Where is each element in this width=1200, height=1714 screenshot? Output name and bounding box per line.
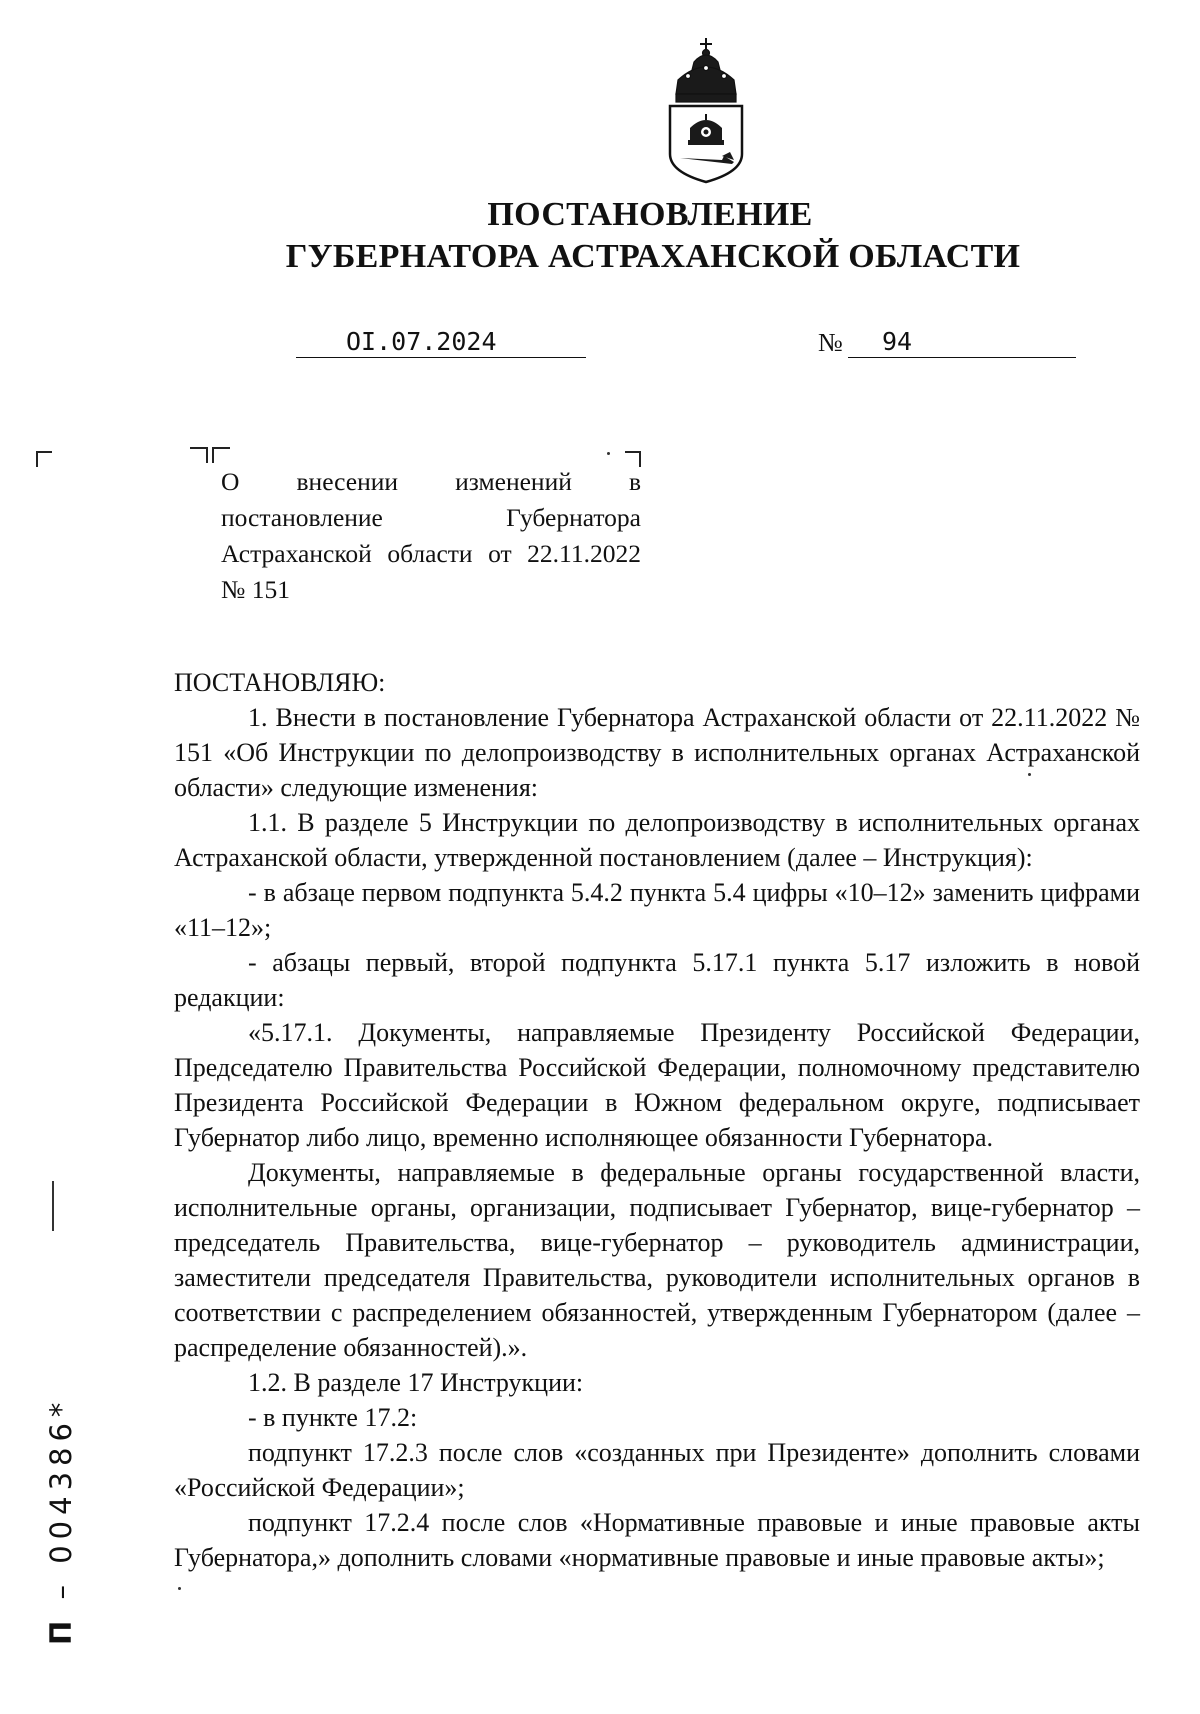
scan-speck bbox=[607, 452, 610, 455]
corner-mark-subject-left-b bbox=[212, 447, 230, 463]
document-title: ПОСТАНОВЛЕНИЕ bbox=[487, 196, 813, 233]
body-paragraph: - в абзаце первом подпункта 5.4.2 пункта 5.4 цифры «10–12» заменить цифрами «11–12»; bbox=[174, 878, 1140, 942]
body-paragraph: 1.2. В разделе 17 Инструкции: bbox=[248, 1368, 584, 1397]
corner-mark-subject-left-a bbox=[190, 447, 208, 463]
body-paragraph: ПОСТАНОВЛЯЮ: bbox=[174, 668, 386, 697]
coat-of-arms-emblem bbox=[664, 36, 748, 186]
issuing-authority: ГУБЕРНАТОРА АСТРАХАНСКОЙ ОБЛАСТИ bbox=[285, 238, 1021, 275]
corner-mark-left bbox=[36, 451, 52, 467]
number-label: № bbox=[818, 328, 843, 357]
document-date: OI.07.2024 bbox=[296, 326, 586, 358]
document-subject: О внесении изменений в постановление Губернатора Астраханской области от 22.11.2022 № 151 bbox=[221, 467, 641, 604]
body-paragraph: Документы, направляемые в федеральные органы государственной власти, исполнительные органы, организации, подписывает Губернатор, вице-губернатор – председатель Правительства, вице-губернатор – руководитель администрации, заместители председателя Правительства, руководители исполнительных органов в соответствии с распределением обязанностей, утвержденным Губернатором (далее – распределение обязанностей).». bbox=[174, 1158, 1140, 1362]
margin-mark bbox=[52, 1181, 54, 1231]
stamp-prefix: П bbox=[44, 1614, 78, 1645]
scan-speck bbox=[178, 1587, 181, 1590]
document-number: 94 bbox=[848, 326, 1076, 358]
body-paragraph: - в пункте 17.2: bbox=[248, 1403, 418, 1432]
body-paragraph: - абзацы первый, второй подпункта 5.17.1 пункта 5.17 изложить в новой редакции: bbox=[174, 948, 1140, 1012]
body-paragraph: подпункт 17.2.4 после слов «Нормативные правовые и иные правовые акты Губернатора,» дополнить словами «нормативные правовые и иные правовые акты»; bbox=[174, 1508, 1140, 1572]
stamp-code: – 004386* bbox=[44, 1396, 78, 1600]
body-paragraph: «5.17.1. Документы, направляемые Президенту Российской Федерации, Председателю Правительства Российской Федерации, полномочному представителю Президента Российской Федерации в Южном федеральном округе, подписывает Губернатор либо лицо, временно исполняющее обязанности Губернатора. bbox=[174, 1018, 1140, 1152]
registration-stamp bbox=[44, 1397, 78, 1645]
body-paragraph: подпункт 17.2.3 после слов «созданных при Президенте» дополнить словами «Российской Федерации»; bbox=[174, 1438, 1140, 1502]
body-paragraph: 1.1. В разделе 5 Инструкции по делопроизводству в исполнительных органах Астраханской области, утвержденной постановлением (далее – Инструкция): bbox=[174, 808, 1140, 872]
body-paragraph: 1. Внести в постановление Губернатора Астраханской области от 22.11.2022 № 151 «Об Инструкции по делопроизводству в исполнительных органах Астраханской области» следующие изменения: bbox=[174, 703, 1140, 802]
document-body bbox=[174, 665, 1140, 1575]
